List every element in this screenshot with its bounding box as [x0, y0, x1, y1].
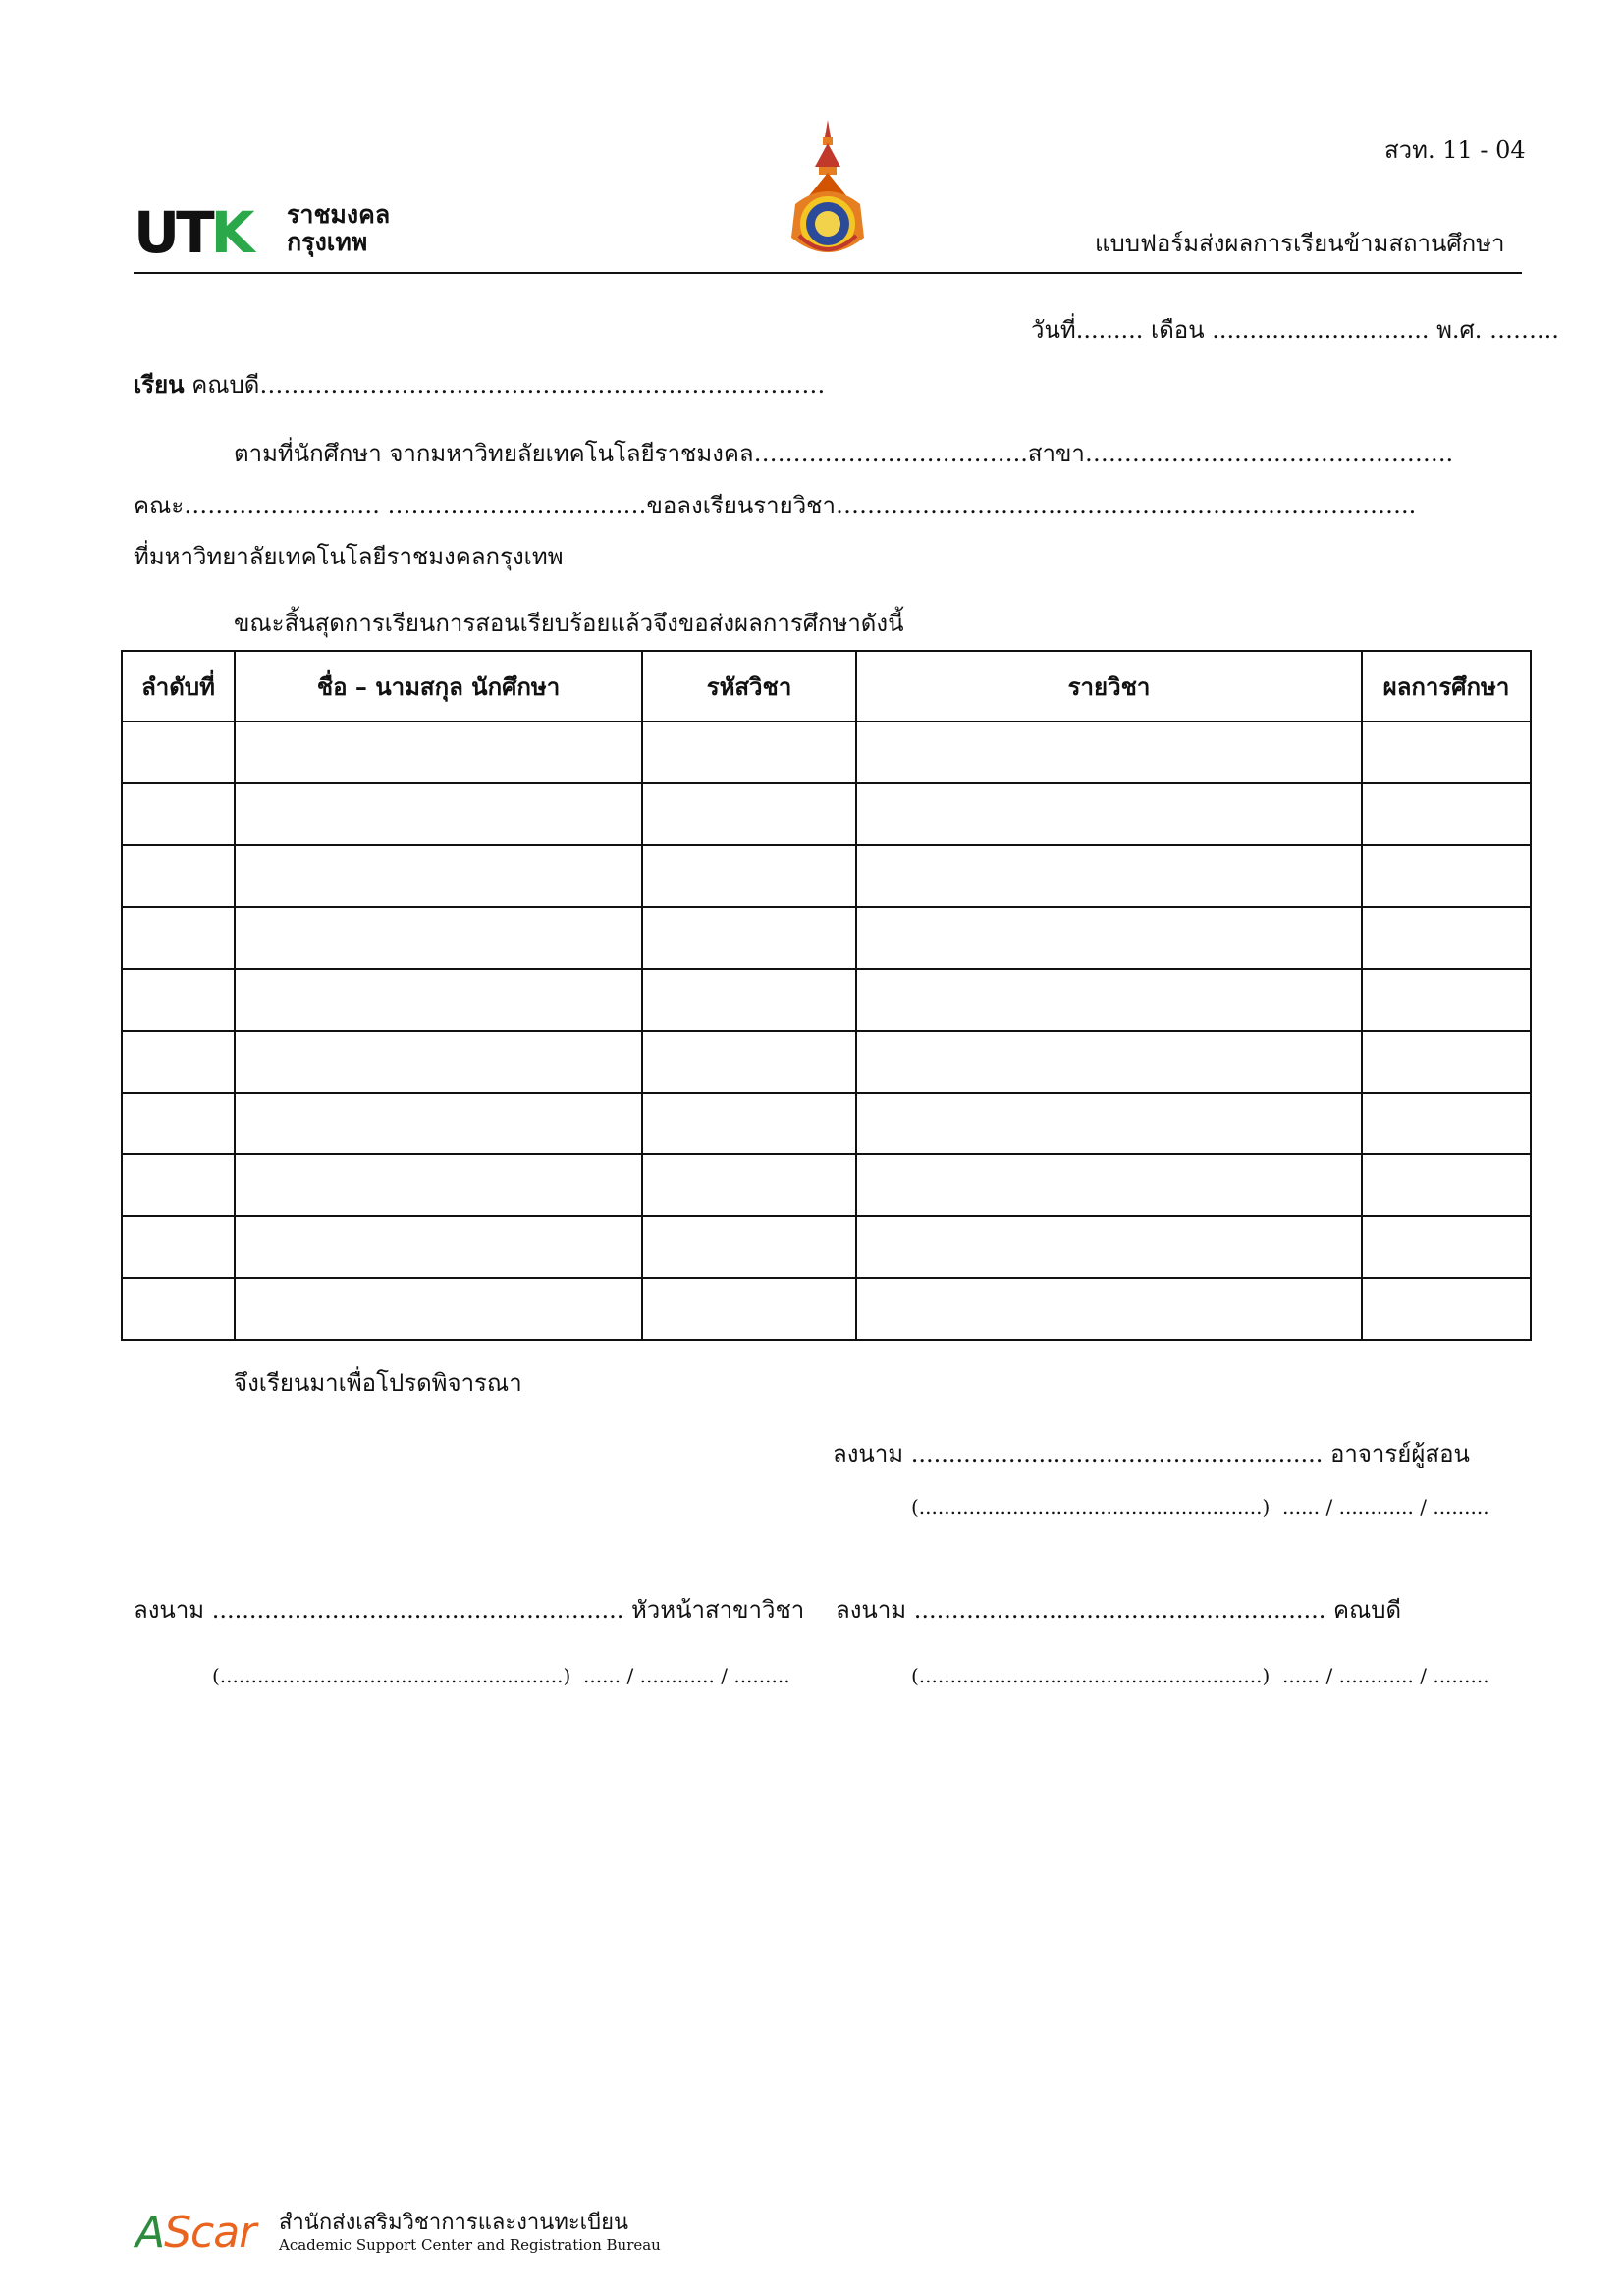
cell-order [122, 1154, 235, 1216]
table-row [122, 969, 1531, 1031]
cell-order [122, 783, 235, 845]
cell-course-code [642, 1216, 856, 1278]
cell-order [122, 1093, 235, 1154]
cell-result [1362, 1031, 1531, 1093]
ascar-logo-mark: AScar [135, 2208, 256, 2258]
cell-course-code [642, 783, 856, 845]
column-header-order: ลำดับที่ [122, 651, 235, 721]
paragraph-1-line-2: คณะ……………………. ……………………………ขอลงเรียนรายวิชา……………………………………………………………….. [134, 492, 1417, 519]
table-row [122, 1031, 1531, 1093]
cell-student-name [235, 969, 642, 1031]
header-rule [134, 272, 1522, 274]
cell-order [122, 969, 235, 1031]
column-header-student-name: ชื่อ – นามสกุล นักศึกษา [235, 651, 642, 721]
cell-course-name [856, 1216, 1362, 1278]
column-header-course-code: รหัสวิชา [642, 651, 856, 721]
department-head-signature-line: ลงนาม ....................................................... หัวหน้าสาขาวิชา [134, 1596, 805, 1624]
cell-order [122, 845, 235, 907]
closing-text: จึงเรียนมาเพื่อโปรดพิจารณา [234, 1369, 522, 1397]
paragraph-1-line-1: ตามที่นักศึกษา จากมหาวิทยลัยเทคโนโลยีราชมงคล……………………………..สาขา……………………………………….. [234, 440, 1454, 467]
cell-course-code [642, 1278, 856, 1340]
cell-order [122, 1031, 235, 1093]
utk-logo [134, 199, 428, 266]
department-head-date-line: ...... / ............ / ......... [583, 1664, 790, 1687]
ascar-org-name-thai: สำนักส่งเสริมวิชาการและงานทะเบียน [279, 2211, 629, 2235]
ascar-org-name-english: Academic Support Center and Registration Bureau [279, 2236, 661, 2254]
cell-student-name [235, 721, 642, 783]
table-row [122, 721, 1531, 783]
column-header-course-name: รายวิชา [856, 651, 1362, 721]
cell-course-code [642, 1093, 856, 1154]
cell-student-name [235, 1093, 642, 1154]
cell-course-code [642, 1154, 856, 1216]
cell-course-name [856, 1031, 1362, 1093]
cell-student-name [235, 1031, 642, 1093]
cell-course-name [856, 783, 1362, 845]
table-row [122, 1278, 1531, 1340]
paragraph-1-line-3: ที่มหาวิทยาลัยเทคโนโลยีราชมงคลกรุงเทพ [134, 543, 564, 570]
results-table [121, 650, 1532, 1341]
utk-logo-name-line1: ราชมงคล [287, 200, 391, 229]
cell-result [1362, 1093, 1531, 1154]
date-line: วันที่......... เดือน ............................. พ.ศ. ……... [1031, 316, 1559, 344]
paragraph-2: ขณะสิ้นสุดการเรียนการสอนเรียบร้อยแล้วจึงขอส่งผลการศึกษาดังนี้ [234, 610, 904, 637]
table-row [122, 1093, 1531, 1154]
cell-result [1362, 783, 1531, 845]
dean-date-line: ...... / ............ / ......... [1282, 1664, 1489, 1687]
cell-student-name [235, 907, 642, 969]
cell-course-name [856, 1093, 1362, 1154]
salutation-label: เรียน [134, 370, 185, 399]
instructor-name-line: (.......................................................) [911, 1495, 1271, 1519]
cell-order [122, 1216, 235, 1278]
utk-logo-mark: UTK [134, 199, 251, 266]
cell-course-name [856, 721, 1362, 783]
cell-course-name [856, 907, 1362, 969]
table-row [122, 1216, 1531, 1278]
cell-student-name [235, 1216, 642, 1278]
cell-result [1362, 969, 1531, 1031]
utk-logo-name-line2: กรุงเทพ [287, 228, 368, 256]
cell-order [122, 721, 235, 783]
form-code: สวท. 11 - 04 [1384, 136, 1526, 164]
table-row [122, 845, 1531, 907]
table-row [122, 783, 1531, 845]
salutation-text: คณบดี……………………………………………………………… [191, 371, 826, 399]
cell-student-name [235, 1278, 642, 1340]
cell-order [122, 1278, 235, 1340]
instructor-signature-line: ลงนาม ....................................................... อาจารย์ผู้สอน [833, 1440, 1470, 1468]
form-title: แบบฟอร์มส่งผลการเรียนข้ามสถานศึกษา [1095, 230, 1505, 257]
instructor-date-line: ...... / ............ / ......... [1282, 1495, 1489, 1519]
cell-result [1362, 907, 1531, 969]
university-emblem-icon [785, 120, 870, 265]
dean-signature-line: ลงนาม ....................................................... คณบดี [836, 1596, 1402, 1624]
cell-result [1362, 1154, 1531, 1216]
cell-course-code [642, 907, 856, 969]
salutation [134, 370, 825, 400]
table-row [122, 1154, 1531, 1216]
column-header-result: ผลการศึกษา [1362, 651, 1531, 721]
cell-course-code [642, 1031, 856, 1093]
cell-student-name [235, 783, 642, 845]
cell-student-name [235, 1154, 642, 1216]
cell-course-name [856, 969, 1362, 1031]
cell-result [1362, 721, 1531, 783]
ascar-logo [135, 2209, 666, 2264]
cell-course-code [642, 969, 856, 1031]
table-row [122, 907, 1531, 969]
cell-course-code [642, 845, 856, 907]
cell-result [1362, 1216, 1531, 1278]
cell-course-name [856, 845, 1362, 907]
dean-name-line: (.......................................................) [911, 1664, 1271, 1687]
cell-result [1362, 1278, 1531, 1340]
cell-order [122, 907, 235, 969]
cell-course-code [642, 721, 856, 783]
table-header-row [122, 651, 1531, 721]
department-head-name-line: (.......................................................) [212, 1664, 571, 1687]
cell-result [1362, 845, 1531, 907]
cell-course-name [856, 1154, 1362, 1216]
cell-student-name [235, 845, 642, 907]
cell-course-name [856, 1278, 1362, 1340]
